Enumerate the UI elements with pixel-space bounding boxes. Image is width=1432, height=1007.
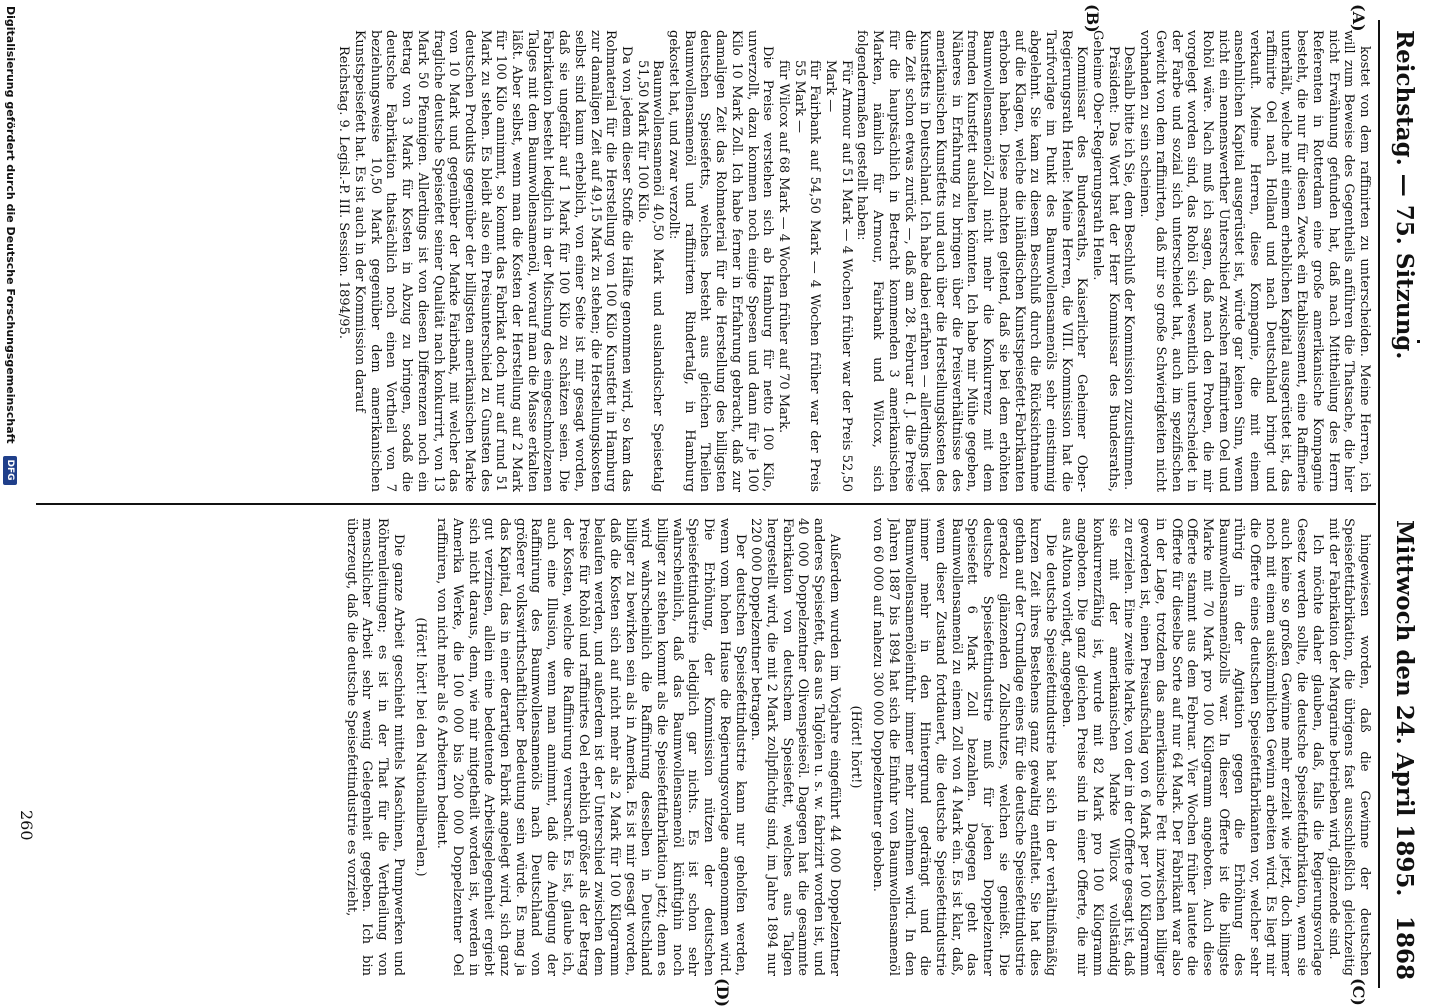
dfg-logo: DFG — [3, 456, 17, 485]
paragraph: Deshalb bitte ich Sie, dem Beschluß der Kommission zuzustimmen. — [1121, 46, 1137, 491]
margin-letter-d: (D) — [713, 978, 732, 1007]
price-line: Für Armour auf 51 Mark — 4 Wochen früher war der Preis 52,50 Mark — — [823, 60, 854, 492]
header-page-number: 1868 — [1391, 915, 1418, 980]
left-column — [42, 30, 1372, 492]
paragraph: Außerdem wurden im Vorjahre eingeführt 44 000 Doppelzentner anderes Speisefett, das aus Talgölen u. s. w. fabrizirt worden ist, und 40 000 Doppelzentner Olivenspeiseöl. Dagegen hat die gesammte Fabrikation von deutschem Speisefett, welches aus Talgen hergestellt wird, die mit 2 Mark zollpflichtig sind, im Jahre 1894 nur 220 000 Doppelzentner betragen. — [748, 518, 842, 976]
margin-letter-c: (C) — [1349, 978, 1368, 1006]
price-line: für Fairbank auf 54,50 Mark — 4 Wochen früher war der Preis 55 Mark — — [791, 60, 823, 492]
price-line: für Wilcox auf 68 Mark — 4 Wochen früher auf 70 Mark. — [775, 60, 791, 434]
interjection: (Hört! hört!) — [848, 705, 864, 789]
session-footnote: Reichstag. 9. Legisl.-P. III. Session. 1894/95. — [336, 46, 352, 339]
paragraph: Die deutsche Speisefettindustrie hat sich in der verhältnißmäßig kurzen Zeit ihres Bestehens ganz gewaltig entfaltet. Sie hat dies gethan auf der Grundlage eines für die deutsche Speisefettindustrie geradezu glänzenden Zollschutzes, welchen sie genießt. Die deutsche Speisefettindustrie muß für jeden Doppelzentner Speisefett 6 Mark Zoll bezahlen. Dagegen geht das Baumwollensamenöl zu einem Zoll von 4 Mark ein. Es ist klar, daß, wenn dieser Zustand fortdauert, die deutsche Speisefettindustrie immer mehr in den Hintergrund gedrängt und die Baumwollensamenöleinfuhr immer mehr zunehmen wird. In den Jahren 1887 bis 1894 hat sich die Einfuhr von Baumwollensamenöl von 60 000 auf nahezu 300 000 Doppelzentner gehoben. — [870, 518, 1058, 976]
header-date: Mittwoch den 24. April 1895. — [1391, 520, 1418, 897]
paragraph: Ich möchte daher glauben, daß, falls die Regierungsvorlage Gesetz werden sollte, die deutsche Speisefettfabrikation, wenn sie auch keine so großen Gewinne mehr erzielt wie jetzt, doch immer noch mit einem auskömmlichen Gewinn arbeiten wird. Es liegt mir die Offerte eines deutschen Speisefettfabrikanten vor, welcher sehr rührig in der Agitation gegen die Erhöhung des Baumwollensamenölzolls war. In dieser Offerte ist die billigste Marke mit 70 Mark pro 100 Kilogramm angeboten. Auch diese Offerte stammt aus dem Februar. Vier Wochen früher lautete die Offerte für dieselbe Sorte auf nur 64 Mark. Der Fabrikant war also in der Lage, trotzdem das amerikanische Fett inzwischen billiger geworden ist, einen Preisaufschlag von 6 Mark per 100 Kilogramm zu erzielen. Eine zweite Marke, von der in der Offerte gesagt ist, daß sie mit der amerikanischen Marke Wilcox vollständig konkurrenzfähig ist, wurde mit 82 Mark pro 100 Kilogramm angeboten. Die ganz gleichen Preise sind in einer Offerte, die mir aus Altona vorliegt, angegeben. — [1058, 518, 1325, 976]
margin-letter-b: (B) — [1083, 4, 1102, 33]
page-header — [1384, 30, 1424, 990]
paragraph: hingewiesen worden, daß die Gewinne der deutschen Speisefettfabrikation, die übrigens fast ausschließlich gleichzeitig mit der Fabrikation der Margarine betrieben wird, glänzende sind. — [1325, 518, 1372, 976]
interjection: (Hört! hört! bei den Nationalliberalen.) — [412, 617, 428, 877]
paragraph: Da von jedem dieser Stoffe die Hälfte genommen wird, so kam das Rohmaterial für die Herstellung von 100 Kilo Kunstfett in Hamburg zur damaligen Zeit auf 49,15 Mark zu stehen; die Herstellungskosten selbst sind kaum erheblich, von einer Seite ist mir gesagt worden, daß sie ungefähr auf 1 Mark für 100 Kilo zu schätzen seien. Die Fabrikation besteht lediglich in der Mischung des eingeschmolzenen Talges mit dem Baumwollensamenöl, worauf man die Masse erkalten läßt. Aber selbst, wenn man die Kosten der Herstellung auf 2 Mark für 100 Kilo annimmt, so kommt das Fabrikat doch nur auf rund 51 Mark zu stehen. Es bleibt also ein Preisunterschied zu Gunsten des deutschen Produkts gegenüber der billigsten amerikanischen Marke von 10 Mark und gegenüber der Marke Fairbank, mit welcher das fragliche deutsche Speisefett seiner Qualität nach konkurrirt, von 13 Mark 50 Pfennigen. Allerdings ist von diesen Differenzen noch ein Betrag von 3 Mark für Kosten in Abzug zu bringen, sodaß die deutsche Fabrikation thatsächlich noch einen Vortheil von 7 beziehungsweise 10,50 Mark gegenüber dem amerikanischen Kunstspeisefett hat. Es ist auch in der Kommission darauf — [352, 30, 634, 492]
paragraph: Die Preise verstehen sich ab Hamburg für netto 100 Kilo, unverzollt, dazu kommen noch einige Spesen und dann für je 100 Kilo 10 Mark Zoll. Ich habe ferner in Erfahrung gebracht, daß zur damaligen Zeit das Rohmaterial für die Herstellung des billigsten deutschen Speisefetts, welches besteht aus gleichen Theilen Baumwollensamenöl und raffinirtem Rindertalg, in Hamburg gekostet hat, und zwar verzollt: — [666, 30, 776, 492]
paragraph: Baumwollensamenöl 40,50 Mark und auslandischer Speisetalg 51,50 Mark für 100 Kilo. — [634, 60, 666, 492]
margin-letter-a: (A) — [1349, 4, 1368, 32]
paragraph: kostet von dem raffinirten zu unterscheiden. Meine Herren, ich will zum Beweise des Gegentheils anführen die Thatsache, die hier nicht Erwähnung gefunden hat, daß nach Mittheilung des Herrn Referenten in Rotterdam eine große amerikanische Kompagnie besteht, die nur für diesen Zweck ein Etablissement, eine Raffinerie unterhält, welche mit einem erheblichen Kapital ausgerüstet ist, das raffinirte Oel nach Holland und nach Deutschland bringt und verkauft. Meine Herren, diese Kompagnie, die mit einem ansehnlichen Kapital ausgerüstet ist, würde gar keinen Sinn, wenn nicht ein nennenswerther Unterschied zwischen raffinirtem Oel und Rohöl wäre. Nach muß ich sagen, daß nach den Proben, die mir vorgelegt worden sind, das Rohöl sich wesentlich unterscheidet in der Farbe und sozial sich unterscheidet hat, auch im spezifischen Gewicht von dem raffinirten, daß mir so große Schwierigkeiten nicht vorhanden zu sein scheinen. — [1137, 30, 1372, 492]
footer-text: Digitalisierung gefördert durch die Deutsche Forschungsgemeinschaft — [4, 6, 17, 444]
paragraph: Kommissar des Bundesraths, Kaiserlicher Geheimer Ober-Regierungsrath Henle: Meine Herren, die VIII. Kommission hat die Tarifvorlage im Punkt des Baumwollensamenöls sehr einstimmig abgelehnt. Sie kam zu diesem Beschluß durch die Rücksichtnahme auf die Klagen, welche die inländischen Kunstspeisefett-Fabrikanten erhoben haben. Diese machten geltend, daß sie bei dem erhöhten Baumwollensamenöl-Zoll nicht mehr die Konkurrenz mit dem fremden Kunstfett aushalten könnten. Ich habe mir Mühe gegeben, Näheres in Erfahrung zu bringen über die Preisverhältnisse des amerikanischen Kunstfetts und auch über die Herstellungskosten des Kunstfetts in Deutschland. Ich habe dabei erfahren — allerdings liegt die Zeit schon etwas zurück —, daß am 28. Februar d. J. die Preise für die hauptsächlich in Betracht kommenden 3 amerikanischen Marken, nämlich für Armour, Fairbank und Wilcox, sich folgendermaßen gestellt haben: — [854, 30, 1090, 492]
right-column — [42, 518, 1372, 976]
digitization-footer — [0, 0, 20, 1000]
paragraph: Präsident: Das Wort hat der Herr Kommissar des Bundesraths, Geheime Ober-Regierungsrath Henle. — [1090, 30, 1121, 492]
column-separator — [36, 503, 1376, 505]
bottom-page-number: 260 — [17, 810, 36, 841]
header-rule — [1378, 20, 1380, 988]
header-left: Reichstag. — 75. Sitzung. — [1391, 30, 1418, 360]
paragraph: Die ganze Arbeit geschieht mittels Maschinen, Pumpwerken und Röhrenleitungen; es ist in der That für die Vertheilung von menschlicher Arbeit sehr wenig Gelegenheit gegeben. Ich bin überzeugt, daß die deutsche Speisefettindustrie es vorzieht, — [343, 518, 406, 976]
paragraph: Der deutschen Speisefettindustrie kann nur geholfen werden, wenn vom hohen Hause die Regierungsvorlage angenommen wird. Die Erhöhung, der Kommission nützen der deutschen Speisefettindustrie lediglich gar nichts. Es ist schon sehr wahrscheinlich, daß das Baumwollensamenöl künftighin noch billiger zu stehen kommt als die Speisefettfabrikation jetzt; denn es wird wahrscheinlich die Raffinirung desselben in Deutschland billiger zu bewirken sein als in Amerika. Es ist mir gesagt worden, daß die Kosten sich auf nicht mehr als 2 Mark für 100 Kilogramm belaufen werden, und außerdem ist der Unterschied zwischen dem Preise für Rohöl und raffinirtes Oel erheblich größer als der Betrag der Kosten, welche die Raffinirung verursacht. Es ist, glaube ich, auch eine Illusion, wenn man annimmt, daß die Anlegung der Raffinirung des Baumwollensamenöls nach Deutschland von größerer volkswirthschaftlicher Bedeutung sein würde. Es mag ja das Kapital, das in einer derartigen Fabrik angelegt wird, sich ganz gut verzinsen, allein eine bedeutende Arbeitsgelegenheit ergiebt sich nicht daraus, denn, wie mir mitgetheilt worden ist, werden in Amerika Werke, die 100 000 bis 200 000 Doppelzentner Oel raffiniren, von nicht mehr als 6 Arbeitern bedient. — [434, 518, 748, 976]
